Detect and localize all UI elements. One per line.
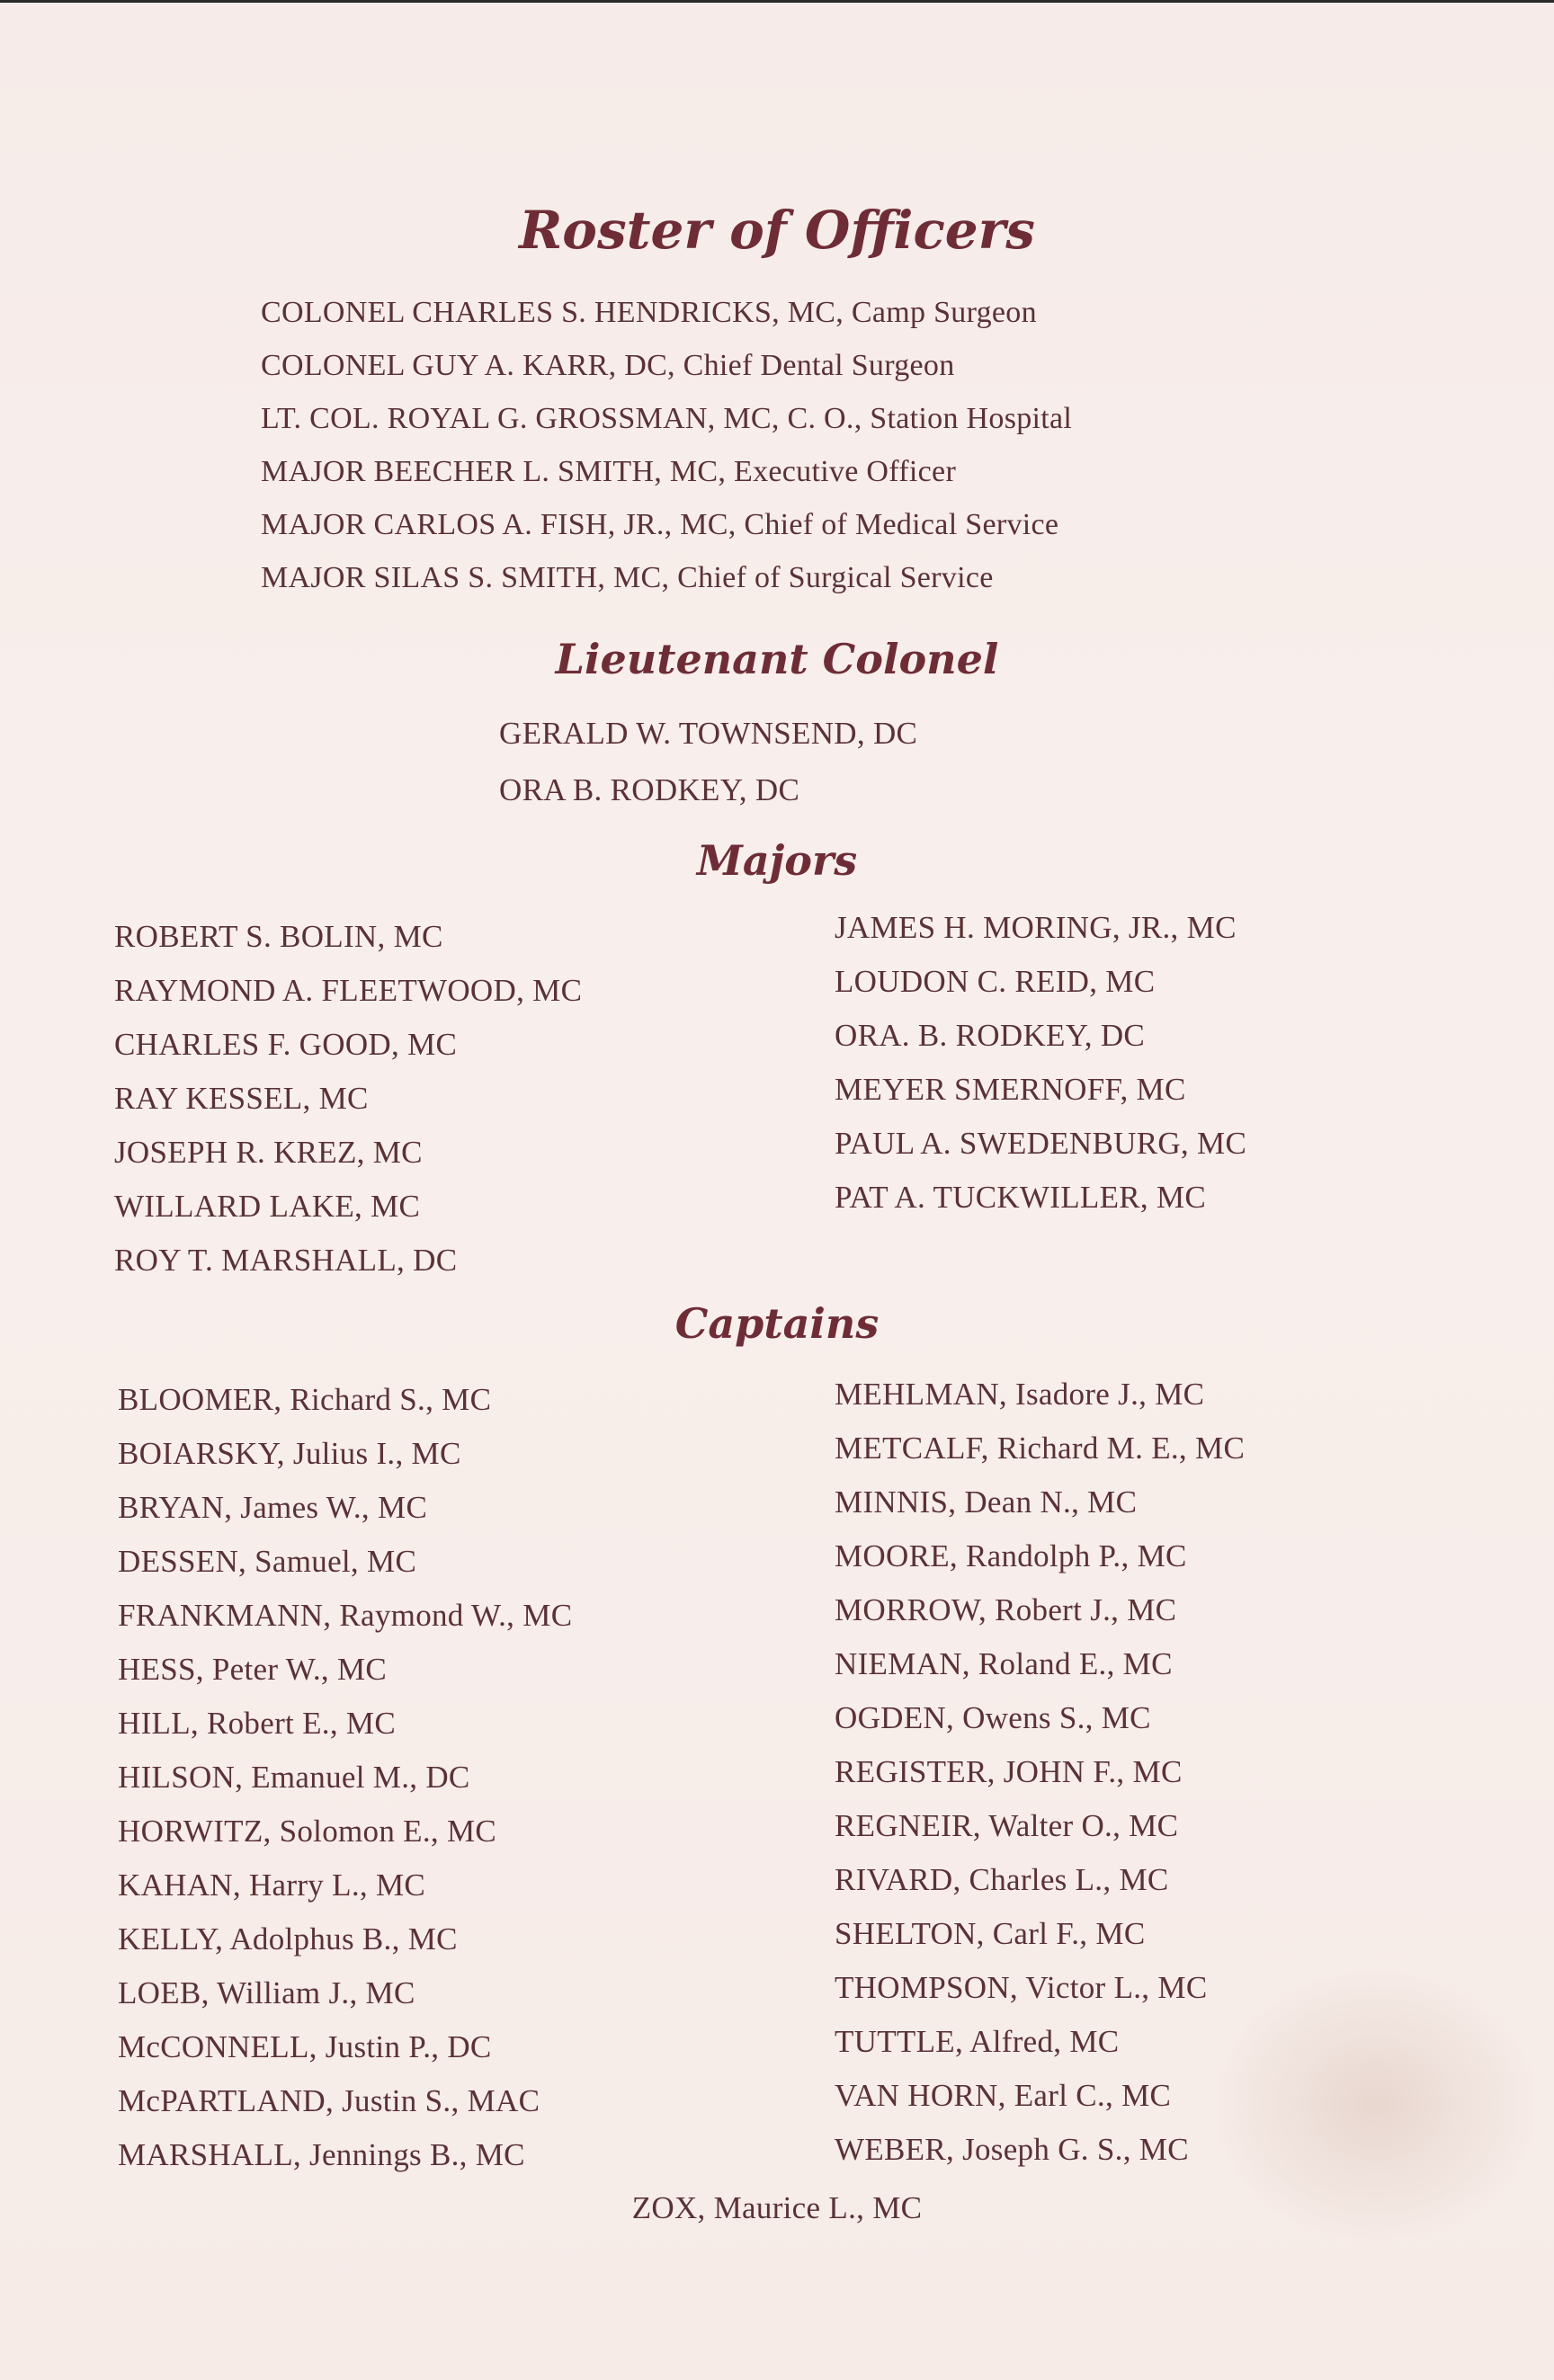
major-entry: RAYMOND A. FLEETWOOD, MC (114, 973, 583, 1008)
captain-entry: HILL, Robert E., MC (118, 1706, 396, 1741)
officer-entry: COLONEL GUY A. KARR, DC, Chief Dental Surgeon (261, 349, 955, 382)
officer-entry: MAJOR CARLOS A. FISH, JR., MC, Chief of Medical Service (261, 508, 1059, 541)
captain-entry: THOMPSON, Victor L., MC (835, 1970, 1208, 2005)
major-entry: JAMES H. MORING, JR., MC (835, 910, 1237, 945)
captain-entry: MARSHALL, Jennings B., MC (118, 2137, 525, 2172)
captain-entry: BOIARSKY, Julius I., MC (118, 1436, 461, 1471)
lieutenant-colonel-list (499, 705, 917, 818)
captain-entry: WEBER, Joseph G. S., MC (835, 2132, 1189, 2167)
major-entry: CHARLES F. GOOD, MC (114, 1027, 458, 1062)
captain-entry: HESS, Peter W., MC (118, 1652, 388, 1687)
major-entry: MEYER SMERNOFF, MC (835, 1072, 1186, 1107)
captain-entry: VAN HORN, Earl C., MC (835, 2078, 1172, 2113)
captain-entry: TUTTLE, Alfred, MC (835, 2024, 1120, 2059)
captain-entry: McPARTLAND, Justin S., MAC (118, 2083, 540, 2118)
major-entry: ROY T. MARSHALL, DC (114, 1243, 458, 1278)
captain-entry: MOORE, Randolph P., MC (835, 1538, 1187, 1573)
captain-entry: RIVARD, Charles L., MC (835, 1862, 1169, 1897)
major-entry: WILLARD LAKE, MC (114, 1189, 421, 1224)
captain-entry: McCONNELL, Justin P., DC (118, 2029, 492, 2064)
captain-entry: OGDEN, Owens S., MC (835, 1700, 1151, 1735)
captains-left-column (118, 1373, 572, 2182)
page-top-edge (0, 0, 1554, 3)
captain-entry: METCALF, Richard M. E., MC (835, 1431, 1246, 1466)
captain-entry: NIEMAN, Roland E., MC (835, 1646, 1173, 1681)
major-entry: RAY KESSEL, MC (114, 1081, 369, 1116)
officer-entry: MAJOR BEECHER L. SMITH, MC, Executive Officer (261, 455, 957, 488)
lieutenant-colonel-heading: Lieutenant Colonel (555, 635, 999, 683)
officer-entry: MAJOR SILAS S. SMITH, MC, Chief of Surgical Service (261, 561, 994, 594)
captains-right-column (835, 1368, 1245, 2177)
captain-entry: LOEB, William J., MC (118, 1975, 415, 2010)
captain-entry: SHELTON, Carl F., MC (835, 1916, 1146, 1951)
captain-entry: DESSEN, Samuel, MC (118, 1544, 417, 1579)
officer-entry: COLONEL CHARLES S. HENDRICKS, MC, Camp Surgeon (261, 296, 1037, 329)
majors-right-column (835, 901, 1246, 1225)
lieutenant-colonel-entry: ORA B. RODKEY, DC (499, 772, 800, 807)
captain-entry: KELLY, Adolphus B., MC (118, 1921, 458, 1957)
major-entry: ORA. B. RODKEY, DC (835, 1018, 1146, 1053)
senior-officers-list (261, 286, 1072, 604)
major-entry: PAT A. TUCKWILLER, MC (835, 1180, 1207, 1215)
roster-title: Roster of Officers (519, 200, 1035, 261)
major-entry: ROBERT S. BOLIN, MC (114, 919, 443, 954)
captain-entry: REGISTER, JOHN F., MC (835, 1754, 1183, 1789)
officer-entry: LT. COL. ROYAL G. GROSSMAN, MC, C. O., Station Hospital (261, 402, 1073, 435)
captain-entry: REGNEIR, Walter O., MC (835, 1808, 1179, 1843)
captain-entry: HILSON, Emanuel M., DC (118, 1760, 470, 1795)
major-entry: LOUDON C. REID, MC (835, 964, 1156, 999)
major-entry: PAUL A. SWEDENBURG, MC (835, 1126, 1247, 1161)
lieutenant-colonel-entry: GERALD W. TOWNSEND, DC (499, 716, 918, 751)
captain-entry: KAHAN, Harry L., MC (118, 1867, 426, 1903)
captain-entry: HORWITZ, Solomon E., MC (118, 1814, 497, 1849)
captain-entry: MINNIS, Dean N., MC (835, 1484, 1138, 1520)
majors-left-column (114, 910, 582, 1288)
captain-entry: BRYAN, James W., MC (118, 1490, 428, 1525)
captain-entry: MEHLMAN, Isadore J., MC (835, 1377, 1205, 1412)
captain-entry: FRANKMANN, Raymond W., MC (118, 1598, 573, 1633)
captain-entry: BLOOMER, Richard S., MC (118, 1382, 492, 1417)
majors-heading: Majors (696, 836, 858, 885)
captain-entry: MORROW, Robert J., MC (835, 1592, 1177, 1627)
captains-heading: Captains (674, 1299, 880, 1348)
captain-entry-final: ZOX, Maurice L., MC (631, 2190, 923, 2225)
major-entry: JOSEPH R. KREZ, MC (114, 1135, 423, 1170)
